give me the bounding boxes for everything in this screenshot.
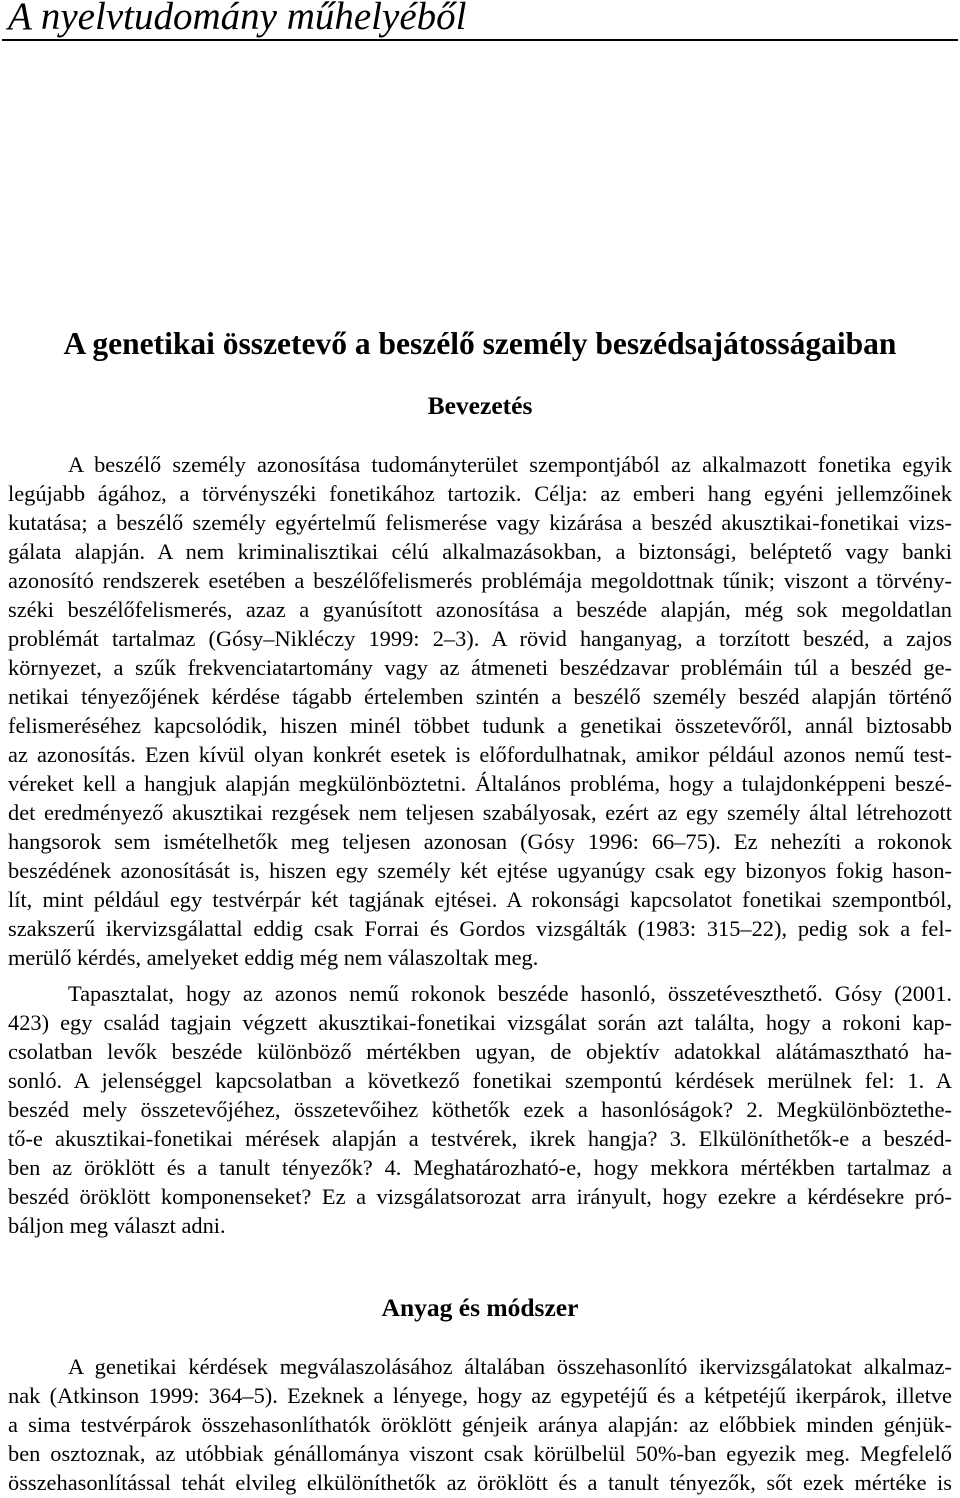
article-title: A genetikai összetevő a beszélő személy beszédsajátosságaiban: [63, 326, 897, 361]
section-heading-anyag-es-modszer: Anyag és módszer: [381, 1293, 579, 1322]
text-line: netikai tényezőjének kérdése tágabb értelemben szintén a beszélő személy beszéd alapján történő: [8, 684, 952, 709]
text-line: 423) egy család tagjain végzett akusztikai-fonetikai vizsgálat során azt találta, hogy a rokoni kap-: [8, 1010, 952, 1035]
text-line: csolatban levők beszéde különböző mértékben ugyan, de objektív adatokkal alátámasztható ha-: [8, 1039, 952, 1064]
text-line: hangsorok sem ismételhetők meg teljesen azonosan (Gósy 1996: 66–75). Ez nehezíti a rokonok: [8, 829, 952, 854]
header-rule: [2, 39, 958, 41]
text-line: azonosító rendszerek esetében a beszélőfelismerés problémája megoldottnak tűnik; viszont a törvény-: [8, 568, 952, 593]
text-line: problémát tartalmaz (Gósy–Nikléczy 1999: 2–3). A rövid hanganyag, a torzított beszéd, a zajos: [8, 626, 952, 651]
text-line: szakszerű ikervizsgálattal eddig csak Forrai és Gordos vizsgálták (1983: 315–22), pedig sok a fel-: [8, 916, 952, 941]
text-line: tő-e akusztikai-fonetikai mérések alapján a testvérek, ikrek hangja? 3. Elkülöníthetők-e a beszéd-: [8, 1126, 952, 1151]
text-line: báljon meg választ adni.: [8, 1213, 226, 1238]
paragraph: [8, 979, 952, 1240]
paragraph: [8, 1352, 952, 1497]
text-line: beszéd öröklött komponenseket? Ez a vizsgálatsorozat arra irányult, hogy ezekre a kérdésekre pró-: [8, 1184, 952, 1209]
text-line: legújabb ágához, a törvényszéki fonetikához tartozik. Célja: az emberi hang egyéni jellemzőinek: [8, 481, 952, 506]
text-line: környezet, a szűk frekvenciatartomány vagy az átmeneti beszédzavar problémáin túl a beszéd ge-: [8, 655, 952, 680]
text-line: ben az öröklött és a tanult tényezők? 4. Meghatározható-e, hogy mekkora mértékben tartalmaz a: [8, 1155, 952, 1180]
text-line: sonló. A jelenséggel kapcsolatban a következő fonetikai szempontú kérdések merülnek fel: 1. A: [8, 1068, 952, 1093]
text-line: ben osztoznak, az utóbbiak génállománya viszont csak körülbelül 50%-ban egyezik meg. Megfelelő: [8, 1441, 952, 1466]
text-line: beszéd mely összetevőjéhez, összetevőihez köthetők ezek a hasonlóságok? 2. Megkülönböztethe-: [8, 1097, 952, 1122]
text-line: széki beszélőfelismerés, azaz a gyanúsított azonosítása a beszéde alapján, még sok megoldatlan: [8, 597, 952, 622]
text-line: A genetikai kérdések megválaszolásához általában összehasonlító ikervizsgálatokat alkalmaz-: [68, 1354, 952, 1379]
text-line: véreket kell a hangjuk alapján megkülönböztetni. Általános probléma, hogy a tulajdonképpeni beszé-: [8, 771, 952, 796]
text-line: gálata alapján. A nem kriminalisztikai célú alkalmazásokban, a biztonsági, beléptető vagy banki: [8, 539, 952, 564]
text-line: det eredményező akusztikai rezgések nem teljesen szabályosak, ezért az egy személy által létrehozott: [8, 800, 952, 825]
section-heading-bevezetes: Bevezetés: [427, 391, 533, 420]
text-line: Tapasztalat, hogy az azonos nemű rokonok beszéde hasonló, összetéveszthető. Gósy (2001.: [68, 981, 952, 1006]
text-line: kutatása; a beszélő személy egyértelmű felismerése vagy kizárása a beszéd akusztikai-fonetikai vizs-: [8, 510, 952, 535]
text-line: beszédének azonosítását is, hiszen egy személy két ejtése ugyanúgy csak egy bizonyos fokig hason-: [8, 858, 952, 883]
text-line: a sima testvérpárok összehasonlíthatók öröklött génjeik aránya alapján: az előbbiek minden génjük-: [8, 1412, 952, 1437]
text-line: összehasonlítással tehát elvileg elkülöníthetők az öröklött és a tanult tényezők, sőt ezek mértéke is: [8, 1470, 952, 1495]
paragraph: [8, 450, 952, 972]
text-line: A beszélő személy azonosítása tudományterület szempontjából az alkalmazott fonetika egyik: [68, 452, 952, 477]
text-line: nak (Atkinson 1999: 364–5). Ezeknek a lényege, hogy az egypetéjű és a kétpetéjű ikerpárok, illetve: [8, 1383, 952, 1408]
text-line: az azonosítás. Ezen kívül olyan konkrét esetek is előfordulhatnak, amikor például azonos nemű test-: [8, 742, 952, 767]
text-line: felismeréséhez kapcsolódik, hiszen minél többet tudunk a genetikai összetevőről, annál biztosabb: [8, 713, 952, 738]
running-header: A nyelvtudomány műhelyéből: [8, 0, 467, 38]
text-line: lít, mint például egy testvérpár két tagjának ejtései. A rokonsági kapcsolatot fonetikai szempontból,: [8, 887, 952, 912]
text-line: merülő kérdés, amelyeket eddig még nem válaszoltak meg.: [8, 945, 539, 970]
